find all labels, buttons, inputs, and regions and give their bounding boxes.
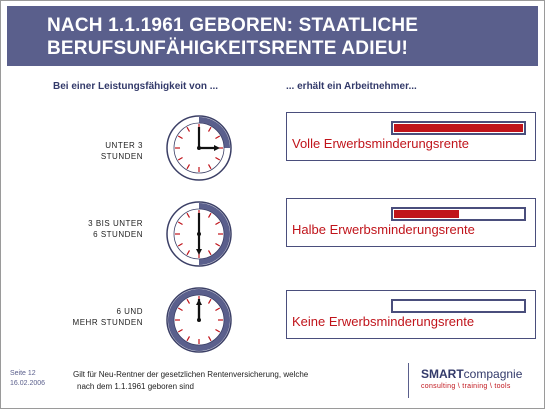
row-label [23, 218, 143, 240]
row-label-line-2: STUNDEN [100, 152, 143, 161]
page-title [47, 14, 418, 60]
row-label-line-1: UNTER 3 [105, 141, 143, 150]
pension-level-bar [391, 299, 526, 313]
subheading-left: Bei einer Leistungsfähigkeit von ... [53, 81, 219, 92]
clock-center [197, 318, 201, 322]
clock-center [197, 146, 201, 150]
row-label-line-1: 3 BIS UNTER [88, 219, 143, 228]
logo-name-bold: SMART [421, 367, 464, 381]
clock-icon [164, 285, 234, 355]
pension-level-bar [391, 207, 526, 221]
row-label [23, 140, 143, 162]
footnote-line-1: Gilt für Neu-Rentner der gesetzlichen Rentenversicherung, welche [73, 370, 309, 379]
row-label-line-2: 6 STUNDEN [93, 230, 143, 239]
page-date: 16.02.2006 [10, 380, 46, 387]
row-label-line-1: 6 UND [116, 307, 143, 316]
pension-level-fill [394, 210, 459, 218]
pension-label: Volle Erwerbsminderungsrente [292, 136, 470, 151]
row-label [23, 306, 143, 328]
pension-level-fill [394, 124, 523, 132]
title-line-1: NACH 1.1.1961 GEBOREN: STAATLICHE [47, 15, 419, 36]
title-line-2: BERUFSUNFÄHIGKEITSRENTE ADIEU! [47, 38, 409, 59]
pension-box [286, 198, 536, 247]
row-label-line-2: MEHR STUNDEN [72, 318, 143, 327]
pension-level-bar [391, 121, 526, 135]
pension-label: Keine Erwerbsminderungsrente [292, 314, 475, 329]
subheading-right: ... erhält ein Arbeitnehmer... [286, 81, 417, 92]
footnote [73, 369, 373, 393]
clock-icon [164, 199, 234, 269]
logo-tagline: consulting \ training \ tools [421, 383, 511, 390]
pension-box [286, 290, 536, 339]
clock-icon [164, 113, 234, 183]
page-info [10, 369, 45, 389]
pension-label: Halbe Erwerbsminderungsrente [292, 222, 475, 237]
pension-box [286, 112, 536, 161]
logo-name-rest: compagnie [463, 367, 523, 381]
page-number: Seite 12 [10, 370, 36, 377]
title-banner [7, 6, 538, 66]
footnote-line-2: nach dem 1.1.1961 geboren sind [77, 382, 194, 391]
company-logo [421, 367, 522, 381]
clock-center [197, 232, 201, 236]
logo-divider [408, 363, 409, 398]
